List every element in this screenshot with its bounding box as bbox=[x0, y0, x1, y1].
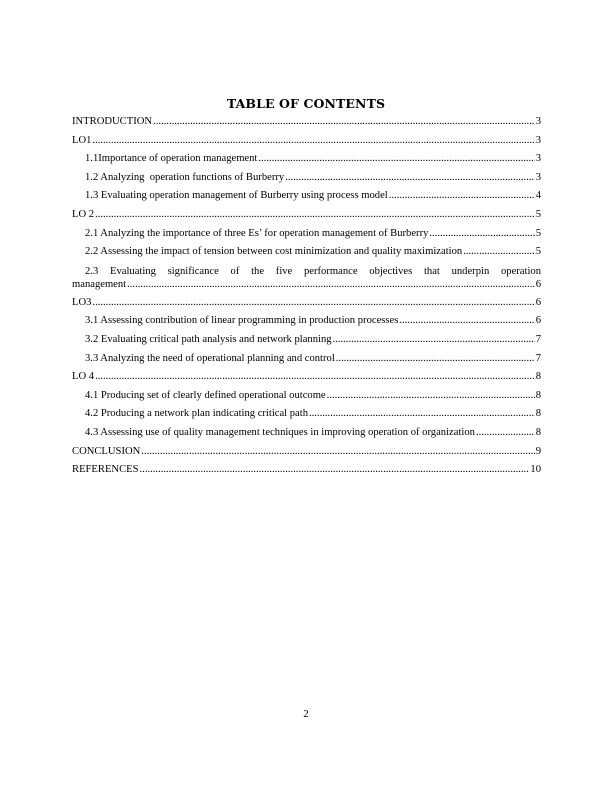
toc-entry-label: 2.3 Evaluating significance of the five performance objectives that underpin operation bbox=[85, 265, 541, 277]
dot-leader bbox=[333, 334, 535, 346]
toc-entry-page: 3 bbox=[535, 116, 541, 127]
toc-entry-lo1[interactable] bbox=[72, 133, 541, 152]
toc-entry-page: 9 bbox=[535, 445, 541, 457]
toc-entry-label: 3.1 Assessing contribution of linear programming in production processes bbox=[85, 315, 399, 327]
toc-entry-label: LO1 bbox=[72, 134, 92, 146]
toc-entry-page: 8 bbox=[535, 408, 541, 420]
toc-entry-page: 7 bbox=[535, 352, 541, 364]
toc-entry-3-1[interactable] bbox=[72, 313, 541, 332]
toc-entry-1-3[interactable] bbox=[72, 188, 541, 207]
toc-entry-label: 4.3 Assessing use of quality management techniques in improving operation of organization bbox=[85, 426, 475, 438]
toc-entry-page: 4 bbox=[535, 190, 541, 202]
toc-entry-4-2[interactable] bbox=[72, 406, 541, 425]
dot-leader bbox=[336, 353, 535, 365]
toc-entry-label: 1.2 Analyzing operation functions of Burberry bbox=[85, 171, 285, 183]
dot-leader bbox=[476, 427, 535, 439]
toc-entry-2-2[interactable] bbox=[72, 244, 541, 263]
dot-leader bbox=[141, 446, 534, 458]
toc-entry-4-1[interactable] bbox=[72, 388, 541, 407]
dot-leader bbox=[285, 172, 535, 184]
toc-entry-page: 3 bbox=[535, 134, 541, 146]
toc-entry-page: 6 bbox=[535, 278, 541, 290]
toc-entry-page: 10 bbox=[530, 464, 541, 476]
toc-entry-label: 4.1 Producing set of clearly defined operational outcome bbox=[85, 389, 326, 401]
dot-leader bbox=[309, 408, 535, 420]
dot-leader bbox=[389, 190, 535, 202]
toc-entry-page: 7 bbox=[535, 333, 541, 345]
toc-entry-label: 2.2 Assessing the impact of tension between cost minimization and quality maximization bbox=[85, 246, 463, 258]
toc-title: TABLE OF CONTENTS bbox=[226, 96, 386, 111]
dot-leader bbox=[140, 464, 530, 476]
toc-entry-page: 5 bbox=[535, 246, 541, 258]
toc-entry-label: 1.3 Evaluating operation management of Burberry using process model bbox=[85, 190, 388, 202]
toc-entry-label: 4.2 Producing a network plan indicating critical path bbox=[85, 408, 308, 420]
toc-entry-page: 8 bbox=[535, 371, 541, 383]
page-number: 2 bbox=[303, 708, 309, 720]
dot-leader bbox=[327, 390, 535, 402]
toc-entry-4-3[interactable] bbox=[72, 425, 541, 444]
toc-entry-label: LO3 bbox=[72, 296, 92, 308]
toc-entry-label: LO 4 bbox=[72, 371, 95, 383]
dot-leader bbox=[429, 228, 534, 240]
dot-leader bbox=[258, 153, 534, 165]
toc-entry-label-continued: management bbox=[72, 278, 127, 290]
toc-entry-label: 3.3 Analyzing the need of operational planning and control bbox=[85, 352, 335, 364]
dot-leader bbox=[127, 278, 535, 291]
dot-leader bbox=[95, 371, 535, 383]
toc-entry-page: 6 bbox=[535, 315, 541, 327]
toc-entry-label: 2.1 Analyzing the importance of three Es’ for operation management of Burberry bbox=[85, 227, 429, 239]
toc-entry-2-1[interactable] bbox=[72, 226, 541, 245]
toc-entry-1-2[interactable] bbox=[72, 170, 541, 189]
toc-entry-page: 5 bbox=[535, 227, 541, 239]
toc-entry-lo4[interactable] bbox=[72, 369, 541, 388]
dot-leader bbox=[153, 116, 535, 128]
toc-entry-page: 8 bbox=[535, 389, 541, 401]
dot-leader bbox=[95, 209, 535, 221]
toc-entry-references[interactable] bbox=[72, 462, 541, 481]
dot-leader bbox=[463, 246, 535, 258]
toc-entry-page: 3 bbox=[535, 153, 541, 165]
toc-entry-label: CONCLUSION bbox=[72, 445, 141, 457]
toc-entry-introduction[interactable] bbox=[72, 114, 541, 133]
toc-entry-page: 3 bbox=[535, 171, 541, 183]
dot-leader bbox=[92, 297, 534, 309]
toc-entry-lo2[interactable] bbox=[72, 207, 541, 226]
toc-entry-2-3[interactable] bbox=[72, 263, 541, 295]
toc-entry-page: 5 bbox=[535, 208, 541, 220]
toc-entry-conclusion[interactable] bbox=[72, 444, 541, 463]
toc-entry-page: 8 bbox=[535, 426, 541, 438]
toc-entry-1-1[interactable] bbox=[72, 151, 541, 170]
toc-entry-3-2[interactable] bbox=[72, 332, 541, 351]
toc-entry-label: 1.1Importance of operation management bbox=[85, 153, 258, 165]
toc-entry-3-3[interactable] bbox=[72, 351, 541, 370]
toc-entry-label: INTRODUCTION bbox=[72, 116, 153, 127]
toc-entry-label: LO 2 bbox=[72, 208, 95, 220]
dot-leader bbox=[399, 315, 534, 327]
toc-entry-lo3[interactable] bbox=[72, 295, 541, 314]
toc-entry-page: 6 bbox=[535, 296, 541, 308]
toc-entry-label: REFERENCES bbox=[72, 464, 139, 476]
toc-entry-label: 3.2 Evaluating critical path analysis and network planning bbox=[85, 333, 332, 345]
dot-leader bbox=[92, 135, 534, 147]
toc-list bbox=[72, 114, 541, 481]
